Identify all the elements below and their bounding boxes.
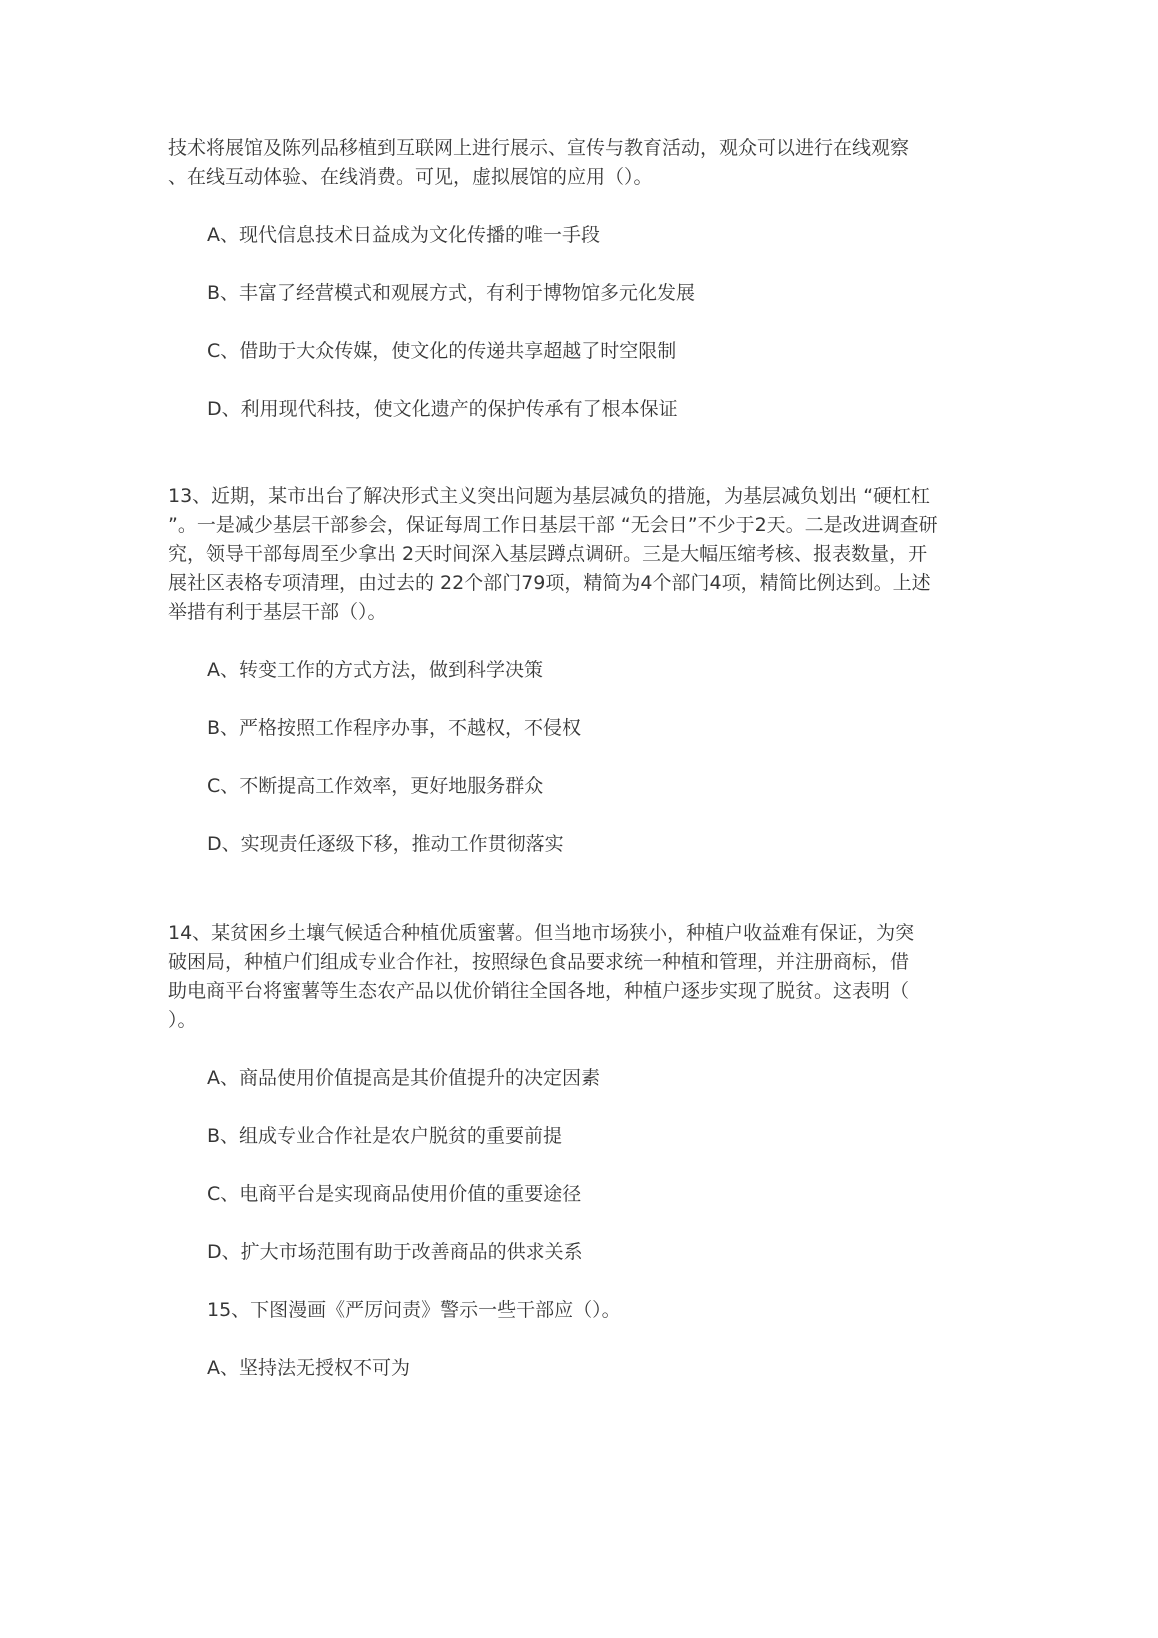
question-12 bbox=[168, 134, 958, 424]
question-stem bbox=[168, 919, 958, 1035]
option-a: A、现代信息技术日益成为文化传播的唯一手段 bbox=[207, 224, 600, 246]
stem-line: ）。 bbox=[168, 1009, 197, 1031]
question-stem bbox=[168, 1296, 958, 1325]
option-b: B、严格按照工作程序办事，不越权，不侵权 bbox=[207, 717, 582, 739]
question-stem bbox=[168, 482, 958, 627]
stem-line: 、在线互动体验、在线消费。可见，虚拟展馆的应用（）。 bbox=[168, 166, 653, 188]
answer-options bbox=[168, 1064, 958, 1267]
stem-line: 13、近期，某市出台了解决形式主义突出问题为基层减负的措施，为基层减负划出 “硬杠杠 bbox=[168, 485, 931, 507]
option-c: C、不断提高工作效率，更好地服务群众 bbox=[207, 775, 544, 797]
option-c: C、借助于大众传媒，使文化的传递共享超越了时空限制 bbox=[207, 340, 677, 362]
answer-options bbox=[168, 656, 958, 859]
option-c: C、电商平台是实现商品使用价值的重要途径 bbox=[207, 1183, 582, 1205]
stem-line: ”。一是减少基层干部参会，保证每周工作日基层干部 “无会日”不少于2天。二是改进调查研 bbox=[168, 514, 938, 536]
document-content bbox=[168, 134, 958, 1383]
answer-options bbox=[168, 1354, 958, 1383]
option-a: A、转变工作的方式方法，做到科学决策 bbox=[207, 659, 543, 681]
option-d: D、扩大市场范围有助于改善商品的供求关系 bbox=[207, 1241, 583, 1263]
question-15 bbox=[168, 1296, 958, 1383]
option-b: B、组成专业合作社是农户脱贫的重要前提 bbox=[207, 1125, 563, 1147]
option-a: A、商品使用价值提高是其价值提升的决定因素 bbox=[207, 1067, 600, 1089]
stem-line: 助电商平台将蜜薯等生态农产品以优价销往全国各地，种植户逐步实现了脱贫。这表明（ bbox=[168, 980, 910, 1002]
stem-line: 究，领导干部每周至少拿出 2天时间深入基层蹲点调研。三是大幅压缩考核、报表数量，开 bbox=[168, 543, 928, 565]
stem-line: 展社区表格专项清理，由过去的 22个部门79项，精简为4个部门4项，精简比例达到。上述 bbox=[168, 572, 931, 594]
question-13 bbox=[168, 482, 958, 859]
stem-line: 破困局，种植户们组成专业合作社，按照绿色食品要求统一种植和管理，并注册商标，借 bbox=[168, 951, 910, 973]
question-stem bbox=[168, 134, 958, 192]
answer-options bbox=[168, 221, 958, 424]
stem-line: 技术将展馆及陈列品移植到互联网上进行展示、宣传与教育活动，观众可以进行在线观察 bbox=[168, 137, 910, 159]
option-d: D、实现责任逐级下移，推动工作贯彻落实 bbox=[207, 833, 564, 855]
stem-line: 15、下图漫画《严厉问责》警示一些干部应（）。 bbox=[207, 1299, 621, 1321]
stem-line: 举措有利于基层干部（）。 bbox=[168, 601, 387, 623]
stem-line: 14、某贫困乡土壤气候适合种植优质蜜薯。但当地市场狭小，种植户收益难有保证，为突 bbox=[168, 922, 915, 944]
option-b: B、丰富了经营模式和观展方式，有利于博物馆多元化发展 bbox=[207, 282, 696, 304]
question-14 bbox=[168, 919, 958, 1267]
option-a: A、坚持法无授权不可为 bbox=[207, 1357, 410, 1379]
option-d: D、利用现代科技，使文化遗产的保护传承有了根本保证 bbox=[207, 398, 678, 420]
